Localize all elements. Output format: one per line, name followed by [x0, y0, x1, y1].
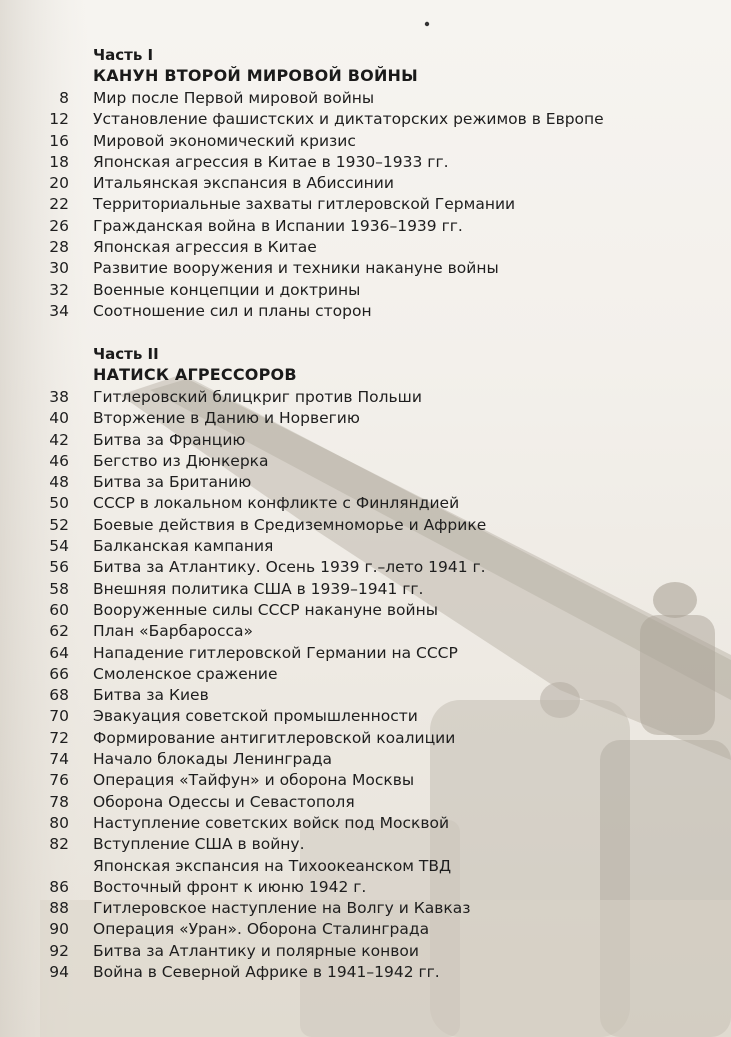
entry-title: Бегство из Дюнкерка	[93, 451, 269, 470]
toc-entry	[0, 749, 731, 770]
toc-entry	[0, 706, 731, 727]
entry-title: Установление фашистских и диктаторских режимов в Европе	[93, 110, 604, 129]
page-number: 48	[49, 473, 69, 492]
entry-title: Нападение гитлеровской Германии на СССР	[93, 643, 458, 662]
entry-title: СССР в локальном конфликте с Финляндией	[93, 494, 460, 513]
entry-title: Японская агрессия в Китае	[93, 238, 317, 257]
toc-entry	[0, 728, 731, 749]
page-number: 72	[49, 728, 69, 747]
entry-title: Операция «Тайфун» и оборона Москвы	[93, 771, 415, 790]
entry-title: Битва за Атлантику и полярные конвои	[93, 941, 419, 960]
entry-title: Японская экспансия на Тихоокеанском ТВД	[93, 856, 452, 875]
entry-title: Вторжение в Данию и Норвегию	[93, 409, 360, 428]
toc-entry	[0, 131, 731, 152]
entry-title: Вооруженные силы СССР накануне войны	[93, 600, 438, 619]
toc-entry	[0, 451, 731, 472]
toc-entry	[0, 152, 731, 173]
toc-entry-continuation	[0, 856, 731, 877]
page-number: 64	[49, 643, 69, 662]
page-number: 94	[49, 963, 69, 982]
toc-entry	[0, 962, 731, 983]
entry-title: Итальянская экспансия в Абиссинии	[93, 174, 394, 193]
entry-title: Оборона Одессы и Севастополя	[93, 792, 355, 811]
entry-title: Гражданская война в Испании 1936–1939 гг.	[93, 216, 463, 235]
page-number: 56	[49, 558, 69, 577]
entry-title: Война в Северной Африке в 1941–1942 гг.	[93, 963, 440, 982]
page-number: 88	[49, 899, 69, 918]
toc-entry	[0, 877, 731, 898]
entry-title: Операция «Уран». Оборона Сталинграда	[93, 920, 430, 939]
part-2-title: НАТИСК АГРЕССОРОВ	[93, 365, 297, 384]
entry-title: Соотношение сил и планы сторон	[93, 301, 372, 320]
entry-title: Эвакуация советской промышленности	[93, 707, 418, 726]
page-number: 28	[49, 238, 69, 257]
toc-entry	[0, 301, 731, 322]
page-number: 90	[49, 920, 69, 939]
toc-entry	[0, 770, 731, 791]
toc-entry	[0, 216, 731, 237]
toc-entry	[0, 430, 731, 451]
toc-entry	[0, 472, 731, 493]
toc-entry	[0, 557, 731, 578]
toc-entry	[0, 194, 731, 215]
page-number: 34	[49, 301, 69, 320]
page-number: 38	[49, 388, 69, 406]
toc-entry	[0, 600, 731, 621]
toc-entry	[0, 109, 731, 130]
page-number: 78	[49, 792, 69, 811]
toc-entry	[0, 88, 731, 109]
entry-title: Наступление советских войск под Москвой	[93, 813, 450, 832]
page-number: 22	[49, 195, 69, 214]
toc-entry	[0, 408, 731, 429]
entry-title: Балканская кампания	[93, 537, 274, 556]
toc-entry	[0, 919, 731, 940]
toc-entry	[0, 237, 731, 258]
toc-entry	[0, 898, 731, 919]
toc-entry	[0, 258, 731, 279]
entry-title: План «Барбаросса»	[93, 622, 253, 641]
page-number: 50	[49, 494, 69, 513]
toc-entry	[0, 664, 731, 685]
toc-entry	[0, 493, 731, 514]
toc-entry	[0, 515, 731, 536]
entry-title: Японская агрессия в Китае в 1930–1933 гг.	[93, 152, 449, 171]
page-number: 76	[49, 771, 69, 790]
page-number: 40	[49, 409, 69, 428]
page-number: 82	[49, 835, 69, 854]
toc-entry	[0, 173, 731, 194]
page-number: 26	[49, 216, 69, 235]
page-number: 62	[49, 622, 69, 641]
entry-title: Битва за Атлантику. Осень 1939 г.–лето 1941 г.	[93, 558, 486, 577]
part-2-entries	[0, 387, 731, 983]
toc-entry	[0, 621, 731, 642]
page-number: 12	[49, 110, 69, 129]
entry-title: Мир после Первой мировой войны	[93, 89, 375, 107]
toc-entry	[0, 643, 731, 664]
entry-title: Развитие вооружения и техники накануне войны	[93, 259, 499, 278]
part-2-heading	[93, 344, 297, 386]
page-number: 16	[49, 131, 69, 150]
entry-title: Гитлеровское наступление на Волгу и Кавказ	[93, 899, 471, 918]
page-number: 46	[49, 451, 69, 470]
page-number: 74	[49, 750, 69, 769]
page-number: 52	[49, 515, 69, 534]
page-number: 58	[49, 579, 69, 598]
toc-entry	[0, 813, 731, 834]
entry-title: Гитлеровский блицкриг против Польши	[93, 388, 422, 406]
page-number: 86	[49, 877, 69, 896]
page-number: 54	[49, 537, 69, 556]
entry-title: Мировой экономический кризис	[93, 131, 356, 150]
part-1-label: Часть I	[93, 46, 154, 64]
page-number: 42	[49, 430, 69, 449]
entry-title: Территориальные захваты гитлеровской Германии	[93, 195, 516, 214]
page-number: 60	[49, 600, 69, 619]
entry-title: Формирование антигитлеровской коалиции	[93, 728, 456, 747]
toc-entry	[0, 579, 731, 600]
toc-entry	[0, 536, 731, 557]
page-number: 20	[49, 174, 69, 193]
entry-title: Битва за Британию	[93, 473, 252, 492]
part-1-entries	[0, 88, 731, 322]
toc-entry	[0, 387, 731, 408]
toc-entry	[0, 792, 731, 813]
page-number: 30	[49, 259, 69, 278]
entry-title: Начало блокады Ленинграда	[93, 750, 333, 769]
page-number: 32	[49, 280, 69, 299]
page-number: 66	[49, 664, 69, 683]
part-2-label: Часть II	[93, 345, 159, 363]
entry-title: Вступление США в войну.	[93, 835, 305, 854]
page-number: 80	[49, 813, 69, 832]
page-number: 18	[49, 152, 69, 171]
page-number: 92	[49, 941, 69, 960]
toc-entry	[0, 685, 731, 706]
toc-entry	[0, 280, 731, 301]
part-1-heading	[93, 45, 418, 87]
page-number: 70	[49, 707, 69, 726]
part-1-title: КАНУН ВТОРОЙ МИРОВОЙ ВОЙНЫ	[93, 66, 418, 85]
entry-title: Военные концепции и доктрины	[93, 280, 361, 299]
page-number: 68	[49, 686, 69, 705]
entry-title: Битва за Киев	[93, 686, 209, 705]
entry-title: Смоленское сражение	[93, 664, 278, 683]
entry-title: Восточный фронт к июню 1942 г.	[93, 877, 367, 896]
entry-title: Внешняя политика США в 1939–1941 гг.	[93, 579, 424, 598]
toc-entry	[0, 834, 731, 855]
toc-entry	[0, 941, 731, 962]
entry-title: Боевые действия в Средиземноморье и Африке	[93, 515, 487, 534]
entry-title: Битва за Францию	[93, 430, 246, 449]
page-number: 8	[59, 89, 69, 107]
